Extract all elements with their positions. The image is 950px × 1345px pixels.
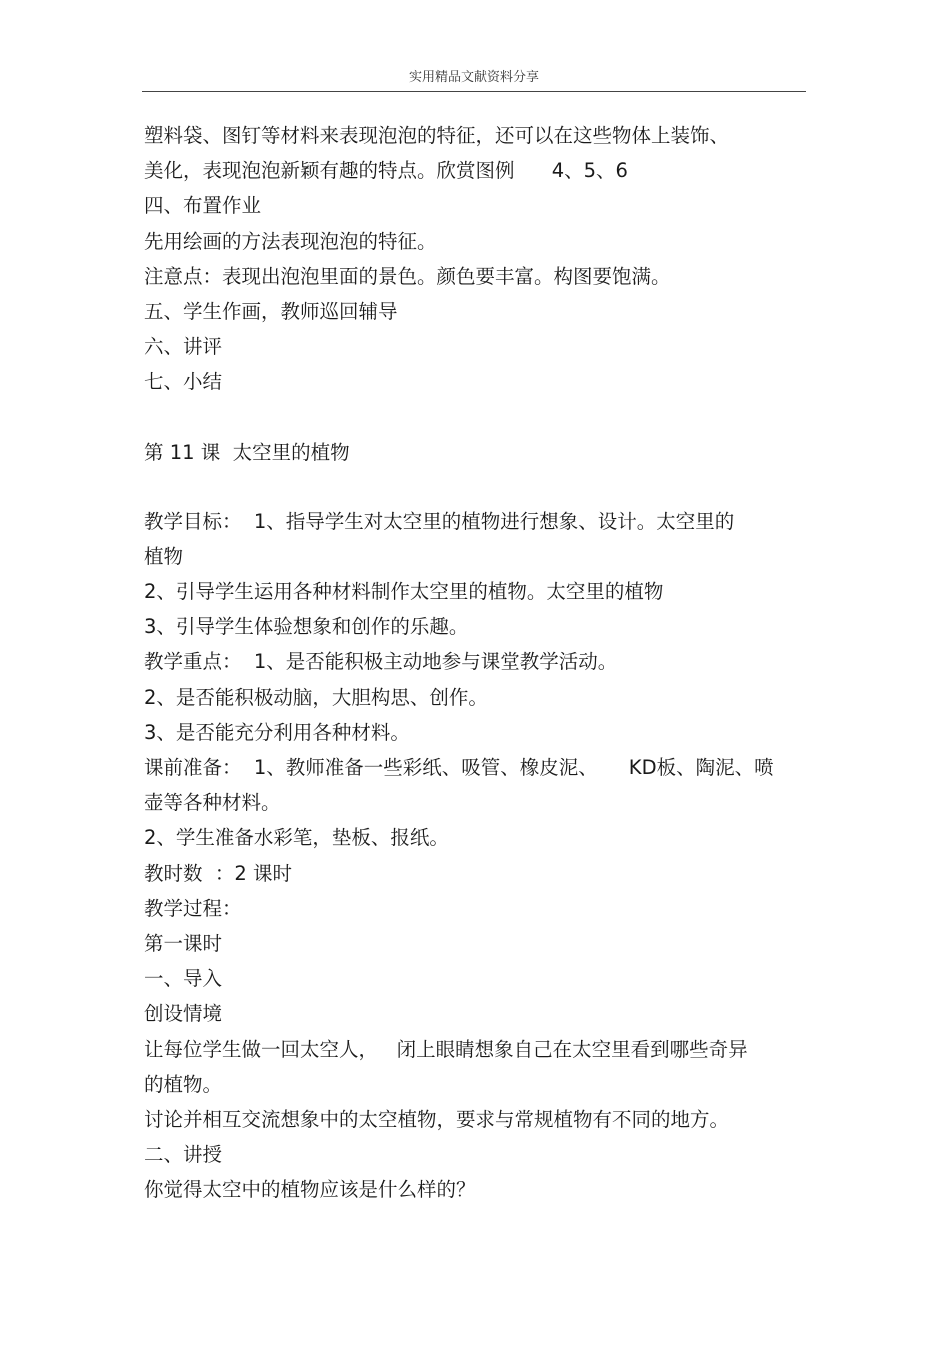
spacer: [144, 400, 808, 435]
text-line: 植物: [144, 544, 184, 568]
text-line: 教学过程：: [144, 896, 242, 920]
text-line: 3、是否能充分利用各种材料。: [144, 720, 410, 744]
text-line: 课前准备： 1、教师准备一些彩纸、吸管、橡皮泥、 KD板、陶泥、喷: [144, 756, 774, 779]
text-line: 七、小结: [144, 370, 223, 394]
text-line: 二、讲授: [144, 1143, 223, 1167]
text-line: 六、讲评: [144, 335, 223, 359]
spacer: [144, 470, 808, 504]
page-header: 实用精品文献资料分享: [408, 70, 539, 85]
text-line: 3、引导学生体验想象和创作的乐趣。: [144, 615, 469, 639]
text-line: 壶等各种材料。: [144, 791, 281, 815]
text-line: 五、学生作画，教师巡回辅导: [144, 299, 398, 323]
text-line: 第一课时: [144, 931, 223, 955]
text-line: 的植物。: [144, 1072, 223, 1096]
text-line: 2、引导学生运用各种材料制作太空里的植物。太空里的植物: [144, 580, 664, 604]
text-line: 讨论并相互交流想象中的太空植物，要求与常规植物有不同的地方。: [144, 1107, 730, 1131]
document-body: [144, 118, 808, 1207]
text-line: 先用绘画的方法表现泡泡的特征。: [144, 229, 437, 253]
header-divider: [142, 91, 806, 92]
text-line: 一、导入: [144, 967, 223, 991]
text-line: 注意点：表现出泡泡里面的景色。颜色要丰富。构图要饱满。: [144, 264, 671, 288]
text-line: 塑料袋、图钉等材料来表现泡泡的特征，还可以在这些物体上装饰、: [144, 124, 730, 147]
text-line: 创设情境: [144, 1002, 223, 1026]
text-line: 教学目标： 1、指导学生对太空里的植物进行想象、设计。太空里的: [144, 509, 735, 533]
text-line: 你觉得太空中的植物应该是什么样的？: [144, 1178, 476, 1202]
lesson-title: 第 11 课 太空里的植物: [144, 440, 350, 464]
text-line: 2、学生准备水彩笔，垫板、报纸。: [144, 826, 449, 850]
text-line: 2、是否能积极动脑，大胆构思、创作。: [144, 685, 488, 709]
text-line: 四、布置作业: [144, 194, 262, 218]
text-line: 美化，表现泡泡新颖有趣的特点。欣赏图例 4、5、6: [144, 159, 628, 183]
text-line: 教学重点： 1、是否能积极主动地参与课堂教学活动。: [144, 650, 618, 674]
text-line: 教时数 ：2 课时: [144, 861, 293, 885]
text-line: 让每位学生做一回太空人， 闭上眼睛想象自己在太空里看到哪些奇异: [144, 1037, 748, 1061]
